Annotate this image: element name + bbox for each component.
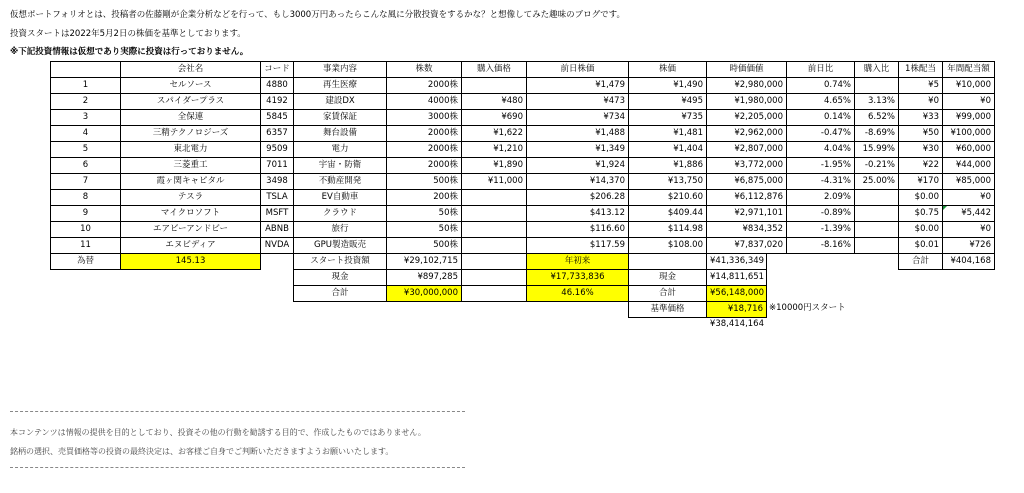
day-change: -4.31% <box>786 173 855 190</box>
annual-dividend: ¥100,000 <box>942 125 995 142</box>
stock-code: MSFT <box>260 205 294 222</box>
purchase-price: ¥690 <box>461 109 527 126</box>
purchase-change <box>854 77 899 94</box>
stock-code: NVDA <box>260 237 294 254</box>
base-price-label: 基準価格 <box>628 301 707 318</box>
market-value: ¥7,837,020 <box>706 237 787 254</box>
market-value: ¥2,971,101 <box>706 205 787 222</box>
business-type: 再生医療 <box>293 77 387 94</box>
dividend-per-share: $0.00 <box>898 189 943 206</box>
fx-value: 145.13 <box>120 253 261 270</box>
dividend-per-share: ¥22 <box>898 157 943 174</box>
summary-blank <box>628 253 707 270</box>
dividend-per-share: ¥33 <box>898 109 943 126</box>
purchase-change <box>854 221 899 238</box>
dividend-per-share: ¥30 <box>898 141 943 158</box>
price: $210.60 <box>628 189 707 206</box>
purchase-price <box>461 205 527 222</box>
row-number: 10 <box>50 221 121 238</box>
market-value: ¥2,962,000 <box>706 125 787 142</box>
dividend-per-share: $0.00 <box>898 221 943 238</box>
prev-price: ¥1,349 <box>526 141 629 158</box>
dividend-total-label: 合計 <box>898 253 943 270</box>
annual-dividend: ¥0 <box>942 93 995 110</box>
fx-label: 為替 <box>50 253 121 270</box>
row-number: 6 <box>50 157 121 174</box>
market-value: ¥1,980,000 <box>706 93 787 110</box>
prev-price: ¥473 <box>526 93 629 110</box>
prev-price: ¥1,924 <box>526 157 629 174</box>
footer-separator-bottom <box>10 467 465 468</box>
start-total-label: 合計 <box>293 285 387 302</box>
summary-blank <box>461 253 527 270</box>
header-purchase-price: 購入価格 <box>461 61 527 78</box>
stock-code: TSLA <box>260 189 294 206</box>
business-type: 舞台設備 <box>293 125 387 142</box>
footer-line-1: 本コンテンツは情報の提供を目的としており、投資その他の行動を勧誘する目的で、作成したものではありません。 <box>10 428 426 437</box>
annual-dividend: ¥99,000 <box>942 109 995 126</box>
purchase-change: 3.13% <box>854 93 899 110</box>
market-value-total: ¥41,336,349 <box>706 253 767 270</box>
purchase-change: 6.52% <box>854 109 899 126</box>
ytd-label: 年初来 <box>526 253 629 270</box>
header-annual-dividend: 年間配当額 <box>942 61 995 78</box>
market-value: ¥2,807,000 <box>706 141 787 158</box>
purchase-price <box>461 221 527 238</box>
dividend-per-share: ¥170 <box>898 173 943 190</box>
row-number: 5 <box>50 141 121 158</box>
cash-label: 現金 <box>293 269 387 286</box>
purchase-change: -8.69% <box>854 125 899 142</box>
row-number: 2 <box>50 93 121 110</box>
current-total-label: 合計 <box>628 285 707 302</box>
company-name: エヌビディア <box>120 237 261 254</box>
day-change: -1.95% <box>786 157 855 174</box>
price: ¥1,490 <box>628 77 707 94</box>
row-number: 1 <box>50 77 121 94</box>
business-type: EV自動車 <box>293 189 387 206</box>
annual-dividend: ¥0 <box>942 221 995 238</box>
start-total-value: ¥30,000,000 <box>386 285 462 302</box>
prev-price: ¥1,479 <box>526 77 629 94</box>
company-name: 全保連 <box>120 109 261 126</box>
dividend-per-share: $0.01 <box>898 237 943 254</box>
shares: 50株 <box>386 221 462 238</box>
shares: 500株 <box>386 173 462 190</box>
purchase-change <box>854 189 899 206</box>
market-value: ¥834,352 <box>706 221 787 238</box>
row-number: 9 <box>50 205 121 222</box>
shares: 2000株 <box>386 157 462 174</box>
annual-dividend: ¥5,442 <box>942 205 995 222</box>
purchase-price: ¥1,890 <box>461 157 527 174</box>
shares: 2000株 <box>386 125 462 142</box>
purchase-change <box>854 237 899 254</box>
prev-price: ¥14,370 <box>526 173 629 190</box>
company-name: エアビーアンドビー <box>120 221 261 238</box>
header-shares: 株数 <box>386 61 462 78</box>
company-name: スパイダープラス <box>120 93 261 110</box>
shares: 500株 <box>386 237 462 254</box>
stock-code: 7011 <box>260 157 294 174</box>
day-change: -0.89% <box>786 205 855 222</box>
stock-code: 6357 <box>260 125 294 142</box>
stock-code: 5845 <box>260 109 294 126</box>
footer-separator-top <box>10 411 465 412</box>
header-day-change: 前日比 <box>786 61 855 78</box>
intro-line-1: 仮想ポートフォリオとは、投稿者の佐藤剛が企業分析などを行って、もし3000万円あったらこんな風に分散投資をするかな？と想像してみた趣味のブログです。 <box>10 10 625 20</box>
purchase-price <box>461 189 527 206</box>
header-price: 株価 <box>628 61 707 78</box>
company-name: マイクロソフト <box>120 205 261 222</box>
price: ¥13,750 <box>628 173 707 190</box>
row-number: 7 <box>50 173 121 190</box>
business-type: クラウド <box>293 205 387 222</box>
price: $409.44 <box>628 205 707 222</box>
price: $108.00 <box>628 237 707 254</box>
business-type: 電力 <box>293 141 387 158</box>
row-number: 3 <box>50 109 121 126</box>
day-change: 0.14% <box>786 109 855 126</box>
row-number: 11 <box>50 237 121 254</box>
dividend-per-share: ¥50 <box>898 125 943 142</box>
intro-line-2: 投資スタートは2022年5月2日の株価を基準としております。 <box>10 29 246 39</box>
current-cash-value: ¥14,811,651 <box>706 269 767 286</box>
annual-dividend: ¥726 <box>942 237 995 254</box>
row-number: 8 <box>50 189 121 206</box>
company-name: 霞ヶ関キャピタル <box>120 173 261 190</box>
business-type: 建設DX <box>293 93 387 110</box>
bottom-total-value: ¥38,414,164 <box>709 319 764 329</box>
day-change: 2.09% <box>786 189 855 206</box>
business-type: 不動産開発 <box>293 173 387 190</box>
shares: 200株 <box>386 189 462 206</box>
purchase-change <box>854 205 899 222</box>
footer-line-2: 銘柄の選択、売買価格等の投資の最終決定は、お客様ご自身でご判断いただきますようお願いいたします。 <box>10 447 394 456</box>
day-change: -0.47% <box>786 125 855 142</box>
company-name: 東北電力 <box>120 141 261 158</box>
business-type: 宇宙・防衛 <box>293 157 387 174</box>
start-investment-label: スタート投資額 <box>293 253 387 270</box>
header-purchase-change: 購入比 <box>854 61 899 78</box>
prev-price: ¥734 <box>526 109 629 126</box>
ytd-value: ¥17,733,836 <box>526 269 629 286</box>
header-company-name: 会社名 <box>120 61 261 78</box>
market-value: ¥6,875,000 <box>706 173 787 190</box>
price: $114.98 <box>628 221 707 238</box>
purchase-price: ¥11,000 <box>461 173 527 190</box>
current-total-value: ¥56,148,000 <box>706 285 767 302</box>
base-price-value: ¥18,716 <box>706 301 767 318</box>
market-value: ¥2,205,000 <box>706 109 787 126</box>
dividend-per-share: $0.75 <box>898 205 943 222</box>
prev-price: $413.12 <box>526 205 629 222</box>
shares: 50株 <box>386 205 462 222</box>
day-change: 4.04% <box>786 141 855 158</box>
price: ¥1,404 <box>628 141 707 158</box>
purchase-change: 15.99% <box>854 141 899 158</box>
prev-price: $206.28 <box>526 189 629 206</box>
start-investment-value: ¥29,102,715 <box>386 253 462 270</box>
stock-code: 9509 <box>260 141 294 158</box>
price: ¥495 <box>628 93 707 110</box>
prev-price: ¥1,488 <box>526 125 629 142</box>
company-name: 三精テクノロジーズ <box>120 125 261 142</box>
business-type: 家賃保証 <box>293 109 387 126</box>
summary-blank <box>461 269 527 286</box>
annual-dividend: ¥0 <box>942 189 995 206</box>
company-name: 三菱重工 <box>120 157 261 174</box>
business-type: 旅行 <box>293 221 387 238</box>
market-value: ¥6,112,876 <box>706 189 787 206</box>
purchase-price <box>461 77 527 94</box>
header-dividend-per-share: 1株配当 <box>898 61 943 78</box>
stock-code: 3498 <box>260 173 294 190</box>
purchase-change: 25.00% <box>854 173 899 190</box>
company-name: セルソース <box>120 77 261 94</box>
intro-line-3: ※下記投資情報は仮想であり実際に投資は行っておりません。 <box>10 47 249 57</box>
stock-code: ABNB <box>260 221 294 238</box>
dividend-per-share: ¥0 <box>898 93 943 110</box>
dividend-per-share: ¥5 <box>898 77 943 94</box>
prev-price: $116.60 <box>526 221 629 238</box>
base-price-note: ※10000円スタート <box>769 303 846 313</box>
price: ¥1,481 <box>628 125 707 142</box>
dividend-total-value: ¥404,168 <box>942 253 995 270</box>
day-change: 0.74% <box>786 77 855 94</box>
purchase-price: ¥1,622 <box>461 125 527 142</box>
purchase-price: ¥1,210 <box>461 141 527 158</box>
stock-code: 4880 <box>260 77 294 94</box>
ytd-percent: 46.16% <box>526 285 629 302</box>
business-type: GPU製造販売 <box>293 237 387 254</box>
stock-code: 4192 <box>260 93 294 110</box>
header-market-value: 時価価値 <box>706 61 787 78</box>
day-change: -8.16% <box>786 237 855 254</box>
row-number: 4 <box>50 125 121 142</box>
cell-comment-marker <box>943 206 947 210</box>
price: ¥1,886 <box>628 157 707 174</box>
cash-value: ¥897,285 <box>386 269 462 286</box>
shares: 3000株 <box>386 109 462 126</box>
header-prev-price: 前日株価 <box>526 61 629 78</box>
current-cash-label: 現金 <box>628 269 707 286</box>
prev-price: $117.59 <box>526 237 629 254</box>
summary-blank <box>461 285 527 302</box>
market-value: ¥3,772,000 <box>706 157 787 174</box>
day-change: 4.65% <box>786 93 855 110</box>
price: ¥735 <box>628 109 707 126</box>
shares: 2000株 <box>386 141 462 158</box>
shares: 2000株 <box>386 77 462 94</box>
company-name: テスラ <box>120 189 261 206</box>
purchase-price <box>461 237 527 254</box>
header-business-type: 事業内容 <box>293 61 387 78</box>
purchase-change: -0.21% <box>854 157 899 174</box>
annual-dividend: ¥44,000 <box>942 157 995 174</box>
header-stock-code: コード <box>260 61 294 78</box>
annual-dividend: ¥60,000 <box>942 141 995 158</box>
purchase-price: ¥480 <box>461 93 527 110</box>
day-change: -1.39% <box>786 221 855 238</box>
shares: 4000株 <box>386 93 462 110</box>
annual-dividend: ¥85,000 <box>942 173 995 190</box>
header-row-number <box>50 61 121 78</box>
market-value: ¥2,980,000 <box>706 77 787 94</box>
annual-dividend: ¥10,000 <box>942 77 995 94</box>
